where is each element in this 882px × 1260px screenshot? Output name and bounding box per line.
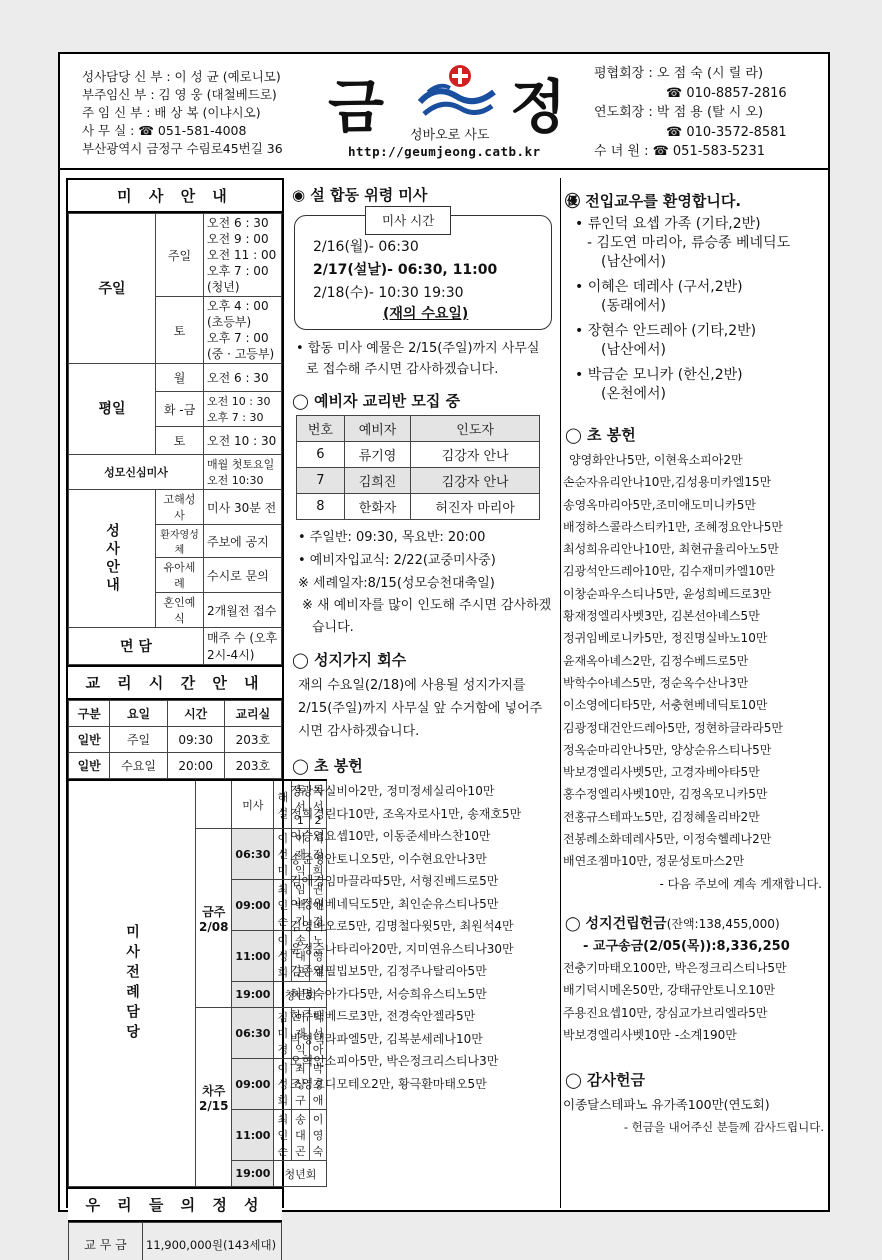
building-fund-balance: (잔액:138,455,000) bbox=[666, 916, 780, 931]
weekday-time: 오전 10 : 30 오후 7 : 30 bbox=[204, 392, 282, 427]
duty-cell: 박서아 bbox=[309, 1008, 327, 1059]
candle-line: 김광정대건안드레아5만, 정현하글라라5만 bbox=[563, 720, 783, 735]
candle-line: 이창순파우스티나5만, 윤성희베드로3만 bbox=[563, 586, 772, 601]
welcome-sub: (온천에서) bbox=[601, 386, 667, 402]
candle-line: 정광자실비아2만, 정미정세실리아10만 bbox=[290, 784, 495, 798]
duty-cell: 이선미 bbox=[274, 829, 292, 880]
duty-header: 독서2 bbox=[309, 780, 327, 829]
catechumen-note: • 예비자입교식: 2/22(교중미사중) bbox=[298, 553, 496, 568]
candle-line: 이승엽요셉10만, 이동준세바스찬10만 bbox=[290, 829, 491, 843]
website-link[interactable]: http://geumjeong.catb.kr bbox=[348, 144, 541, 159]
catechumen-note: ※ 세례일자:8/15(성모승천대축일) bbox=[298, 576, 495, 591]
sunday-group: 주일 bbox=[69, 214, 156, 364]
duty-cell: 최인순 bbox=[274, 1110, 292, 1161]
catechism-header: 교리실 bbox=[224, 701, 281, 727]
diagonal-cell bbox=[196, 780, 232, 829]
saturday-label: 토 bbox=[156, 297, 204, 364]
building-fund-list bbox=[561, 957, 828, 1047]
sacrament-group: 성사안내 bbox=[69, 490, 156, 628]
mass-time: 오전 11 : 00 bbox=[207, 248, 277, 262]
catechism-cell: 203호 bbox=[224, 753, 281, 779]
duty-time: 06:30 bbox=[232, 829, 274, 880]
sacrament-value: 수시로 문의 bbox=[204, 558, 282, 593]
mass-time: 오후 7 : 00 (중 · 고등부) bbox=[207, 331, 275, 361]
mass-guide-title: 미 사 안 내 bbox=[68, 180, 282, 213]
middle-column bbox=[288, 178, 558, 1208]
mass-time: 오후 7 : 00 (청년) bbox=[207, 264, 269, 294]
meeting-label: 면 담 bbox=[69, 628, 204, 665]
duty-cell: 서정희 bbox=[309, 829, 327, 880]
donation-line: 주용진요셉10만, 장심교가브리엘라5만 bbox=[563, 1005, 768, 1020]
thanks-title: ◯ 감사헌금 bbox=[565, 1070, 645, 1089]
duty-cell: 노영재 bbox=[309, 931, 327, 982]
mass-time: 오전 9 : 00 bbox=[207, 232, 269, 246]
catechism-cell: 일반 bbox=[69, 727, 110, 753]
duty-cell: 송대곤 bbox=[292, 931, 310, 982]
candle-line: 윤정순나타리아20만, 지미연유스티나30만 bbox=[290, 941, 514, 956]
week-label: 차주 2/15 bbox=[196, 1008, 232, 1187]
welcome-item: • 박금순 모니카 (한신,2반) bbox=[575, 367, 743, 383]
candle-line: 정귀임베로니카5만, 정진명실바노10만 bbox=[563, 631, 768, 646]
candle-line: 조영호디모테오2만, 황극환마태오5만 bbox=[290, 1076, 487, 1091]
contact-line: 연도회장 : 박 점 용 (탈 시 오) bbox=[594, 105, 764, 120]
welcome-sub: - 김도연 마리아, 류승종 베네딕도 bbox=[587, 235, 791, 251]
catechism-cell: 203호 bbox=[224, 727, 281, 753]
catechism-cell: 일반 bbox=[69, 753, 110, 779]
duty-cell: 박경애 bbox=[309, 1059, 327, 1110]
candle-note: - 다음 주보에 계속 게재합니다. bbox=[659, 876, 822, 891]
catechumen-title: ◯ 예비자 교리반 모집 중 bbox=[292, 392, 461, 410]
mass-time: 오후 4 : 00 (초등부) bbox=[207, 299, 269, 329]
header bbox=[60, 54, 828, 170]
welcome-name: 박금순 모니카 (한신,2반) bbox=[587, 367, 743, 383]
parish-logo bbox=[416, 62, 498, 126]
welcome-title: 전입교우를 환영합니다. bbox=[585, 192, 742, 210]
welcome-name: 이혜은 데레사 (구서,2반) bbox=[587, 279, 743, 295]
catechumen-cell: 김희진 bbox=[344, 468, 410, 494]
sacrament-value: 2개월전 접수 bbox=[204, 593, 282, 628]
candle-line: 전홍규스테파노5만, 김정혜올리바2만 bbox=[563, 809, 760, 824]
catechumen-note: ※ 새 예비자를 많이 인도해 주시면 감사하겠습니다. bbox=[302, 598, 552, 635]
thanks-line: 이종달스테파노 유가족100만(연도회) bbox=[563, 1096, 770, 1112]
lunar-time: 2/16(월)- 06:30 bbox=[313, 239, 419, 255]
catechism-title: 교 리 시 간 안 내 bbox=[68, 665, 282, 700]
duty-cell: 이재익 bbox=[292, 829, 310, 880]
catechism-table bbox=[68, 700, 282, 779]
first-candle-title: ◯ 초 봉헌 bbox=[292, 757, 363, 775]
duty-time: 19:00 bbox=[232, 982, 274, 1008]
liturgy-group: 미사전례담당 bbox=[69, 780, 196, 1187]
lunar-note-text: 합동 미사 예물은 2/15(주일)까지 사무실로 접수해 주시면 감사하겠습니다. bbox=[306, 341, 540, 377]
lunar-time: (재의 수요일) bbox=[383, 306, 469, 322]
weekday-time: 오전 6 : 30 bbox=[204, 364, 282, 392]
lunar-time: 2/18(수)- 10:30 19:30 bbox=[313, 285, 464, 301]
catechumen-cell: 7 bbox=[297, 468, 345, 494]
clergy-line: 부주임신 부 : 김 영 웅 (대철베드로) bbox=[82, 87, 277, 102]
duty-time: 09:00 bbox=[232, 1059, 274, 1110]
candle-line: 김광석안드레아10만, 김수재미카엘10만 bbox=[563, 564, 776, 579]
duty-time: 11:00 bbox=[232, 1110, 274, 1161]
offering-title: 우 리 들 의 정 성 bbox=[68, 1187, 282, 1222]
duty-cell: 청년회 bbox=[274, 1161, 327, 1187]
offering-table bbox=[68, 1222, 282, 1260]
catechism-header: 시간 bbox=[167, 701, 224, 727]
welcome-item: • 류인덕 요셉 가족 (기타,2반) bbox=[575, 216, 761, 232]
catechism-header: 구분 bbox=[69, 701, 110, 727]
catechumen-cell: 8 bbox=[297, 494, 345, 520]
candle-line: 송준영안토니오5만, 이수현요안나3만 bbox=[290, 851, 487, 866]
offering-label: 교 무 금 bbox=[69, 1223, 143, 1260]
duty-time: 19:00 bbox=[232, 1161, 274, 1187]
candle-line: 양영화안나5만, 이현육소피아2만 bbox=[569, 453, 743, 467]
first-candle-list bbox=[288, 780, 558, 1095]
duty-cell: 임백기 bbox=[292, 880, 310, 931]
candle-line: 김애경임마끌라따5만, 서형진베드로5만 bbox=[290, 874, 499, 888]
duty-cell: 최상구 bbox=[292, 1059, 310, 1110]
building-fund-title: ◯ 성지건립헌금 bbox=[565, 915, 667, 932]
candle-line: 황재정엘리사벳3만, 김본선아녜스5만 bbox=[563, 609, 760, 624]
thanks-note: - 헌금을 내어주신 분들께 감사드립니다. bbox=[623, 1119, 824, 1134]
weekday-time: 오전 10 : 30 bbox=[204, 427, 282, 455]
candle-line: 손순자유리안나10만,김성용미카엘15만 bbox=[563, 475, 772, 490]
duty-cell: 송대곤 bbox=[292, 1110, 310, 1161]
catechumen-cell: 6 bbox=[297, 442, 345, 468]
welcome-item: • 장현수 안드레아 (기타,2반) bbox=[575, 323, 757, 339]
duty-time: 11:00 bbox=[232, 931, 274, 982]
lunar-time: 2/17(설날)- 06:30, 11:00 bbox=[313, 262, 498, 278]
candle-title: ◯ 초 봉헌 bbox=[565, 426, 636, 444]
sunday-times bbox=[204, 214, 282, 297]
meeting-value: 매주 수 (오후2시-4시) bbox=[204, 628, 282, 665]
donation-line: 배기덕시메온50만, 강태규안토니오10만 bbox=[563, 983, 776, 998]
saturday-times bbox=[204, 297, 282, 364]
sunday-label: 주일 bbox=[156, 214, 204, 297]
welcome-list bbox=[561, 215, 828, 404]
candle-list bbox=[561, 449, 828, 895]
catechumen-cell: 김강자 안나 bbox=[411, 468, 540, 494]
catechism-cell: 20:00 bbox=[167, 753, 224, 779]
candle-line: 이소영에디타5만, 서충현베네딕토10만 bbox=[563, 698, 768, 713]
catechumen-table bbox=[296, 415, 540, 520]
week-label: 금주 2/08 bbox=[196, 829, 232, 1008]
candle-line: 김영바오로5만, 김명철다윗5만, 최원석4만 bbox=[290, 919, 514, 933]
lunar-mass-title: ◉ 설 합동 위령 미사 bbox=[292, 186, 428, 204]
catechumen-cell: 허진자 마리아 bbox=[411, 494, 540, 520]
right-column bbox=[560, 178, 828, 1208]
title-left: 금 bbox=[328, 73, 385, 141]
lunar-note: • 합동 미사 예물은 2/15(주일)까지 사무실로 접수해 주시면 감사하겠습니다. bbox=[296, 341, 540, 377]
contact-line: 평협회장 : 오 점 숙 (시 릴 라) bbox=[594, 66, 764, 81]
marian-mass-label: 성모신심미사 bbox=[69, 455, 204, 490]
duty-cell: 이성희 bbox=[274, 1059, 292, 1110]
duty-cell: 권애경 bbox=[309, 880, 327, 931]
welcome-heading bbox=[565, 190, 828, 211]
catechumen-header: 인도자 bbox=[411, 416, 540, 442]
mass-time: 오전 6 : 30 bbox=[207, 216, 269, 230]
office-phone: 사 무 실 : ☎ 051-581-4008 bbox=[82, 123, 247, 138]
duty-time: 06:30 bbox=[232, 1008, 274, 1059]
clergy-info bbox=[82, 68, 283, 158]
catechism-cell: 09:30 bbox=[167, 727, 224, 753]
catechumen-note: • 주일반: 09:30, 목요반: 20:00 bbox=[298, 530, 486, 545]
address: 부산광역시 금정구 수림로45번길 36 bbox=[82, 141, 283, 156]
candle-line: 최성희유리안나10만, 최현규율리아노5만 bbox=[563, 542, 780, 557]
contact-phone: ☎ 010-3572-8581 bbox=[666, 124, 787, 140]
mass-time-box bbox=[294, 215, 552, 330]
mass-time-label: 미사 시간 bbox=[365, 206, 451, 235]
weekday-day: 토 bbox=[156, 427, 204, 455]
duty-time: 09:00 bbox=[232, 880, 274, 931]
offering-value: 11,900,000원(143세대) bbox=[143, 1223, 282, 1260]
catechumen-cell: 한화자 bbox=[344, 494, 410, 520]
sacrament-name: 고해성사 bbox=[156, 490, 204, 525]
candle-line: 오혁인소피아5만, 박은정크리스티나3만 bbox=[290, 1054, 499, 1068]
candle-line: 홍수정엘리사벳10만, 김정옥모니카5만 bbox=[563, 787, 768, 802]
candle-line: 허명숙아가다5만, 서승희유스티노5만 bbox=[290, 986, 487, 1001]
donation-line: 박보경엘리사벳10만 -소계190만 bbox=[563, 1028, 737, 1043]
catechism-cell: 주일 bbox=[110, 727, 167, 753]
candle-line: 전봉례소화데레사5만, 이정숙헬레나2만 bbox=[563, 832, 772, 847]
welcome-name: 류인덕 요셉 가족 (기타,2반) bbox=[587, 216, 761, 232]
contact-phone: ☎ 010-8857-2816 bbox=[666, 85, 787, 101]
bulletin-page bbox=[58, 52, 830, 1252]
sacrament-name: 혼인예식 bbox=[156, 593, 204, 628]
welcome-sub: (동래에서) bbox=[601, 298, 667, 314]
catechism-cell: 수요일 bbox=[110, 753, 167, 779]
sacrament-value: 주보에 공지 bbox=[204, 525, 282, 558]
candle-line: 한주택베드로3만, 전경숙안젤라5만 bbox=[290, 1009, 476, 1023]
duty-cell: 이성희 bbox=[274, 931, 292, 982]
sacrament-name: 유아세례 bbox=[156, 558, 204, 593]
contacts bbox=[594, 64, 787, 162]
catechumen-cell: 김강자 안나 bbox=[411, 442, 540, 468]
catechumen-header: 예비자 bbox=[344, 416, 410, 442]
palm-title: ◯ 성지가지 회수 bbox=[292, 651, 407, 669]
candle-line: 정희경린다10만, 조옥자로사1만, 송재호5만 bbox=[290, 806, 522, 821]
duty-cell: 최인순 bbox=[274, 880, 292, 931]
catechumen-notes bbox=[298, 526, 554, 639]
candle-line: 윤재옥아녜스2만, 김정수베드로5만 bbox=[563, 653, 749, 668]
candle-line: 송영옥마리아5만,조미애도미니카5만 bbox=[563, 497, 756, 512]
building-fund-send: - 교구송금(2/05(목)):8,336,250 bbox=[583, 938, 790, 954]
welcome-sub: (남산에서) bbox=[601, 342, 667, 358]
catholic-emblem-icon: ㊝ bbox=[565, 192, 581, 210]
donation-line: 전충기마태오100만, 박은정크리스티나5만 bbox=[563, 960, 787, 975]
duty-header: 미사 bbox=[232, 780, 274, 829]
candle-line: 이정원베네딕도5만, 최인순유스티나5만 bbox=[290, 896, 499, 911]
clergy-line: 성사담당 신 부 : 이 성 균 (예로니모) bbox=[82, 69, 281, 84]
weekday-day: 월 bbox=[156, 364, 204, 392]
clergy-line: 주 임 신 부 : 배 상 복 (이냐시오) bbox=[82, 105, 261, 120]
duty-cell: 이영숙 bbox=[309, 1110, 327, 1161]
weekday-group: 평일 bbox=[69, 364, 156, 455]
duty-cell: 김미경 bbox=[274, 1008, 292, 1059]
candle-line: 정옥순마리안나5만, 양상순유스티나5만 bbox=[563, 742, 772, 757]
mass-table bbox=[68, 213, 282, 665]
candle-line: 배연조젬마10만, 정문성토마스2만 bbox=[563, 854, 745, 869]
catechumen-cell: 류기영 bbox=[344, 442, 410, 468]
building-fund-heading bbox=[565, 913, 828, 933]
sacrament-name: 환자영성체 bbox=[156, 525, 204, 558]
duty-header: 독서1 bbox=[292, 780, 310, 829]
title-right: 정 bbox=[510, 73, 567, 141]
contact-line: 수 녀 원 : ☎ 051-583-5231 bbox=[594, 144, 766, 159]
catechism-header: 요일 bbox=[110, 701, 167, 727]
duty-cell: 이재익 bbox=[292, 1008, 310, 1059]
welcome-item: • 이혜은 데레사 (구서,2반) bbox=[575, 279, 743, 295]
sacrament-value: 미사 30분 전 bbox=[204, 490, 282, 525]
palm-text: 재의 수요일(2/18)에 사용될 성지가지를 2/15(주일)까지 사무실 앞 수거함에 넣어주시면 감사하겠습니다. bbox=[298, 678, 543, 739]
candle-line: 박보경엘리사벳5만, 고경자베아타5만 bbox=[563, 765, 760, 780]
duty-header: 해설 bbox=[274, 780, 292, 829]
duty-cell: 청년회 bbox=[274, 982, 327, 1008]
patron-saint: 성바오로 사도 bbox=[410, 128, 490, 143]
candle-line: 박학수아녜스5만, 정순옥수산나3만 bbox=[563, 675, 749, 690]
catechumen-header: 번호 bbox=[297, 416, 345, 442]
welcome-name: 장현수 안드레아 (기타,2반) bbox=[587, 323, 757, 339]
weekday-day: 화 -금 bbox=[156, 392, 204, 427]
candle-line: 김종열필빕보5만, 김정주나탈리아5만 bbox=[290, 964, 487, 978]
marian-mass-time: 매월 첫토요일 오전 10:30 bbox=[204, 455, 282, 490]
candle-line: 배정하스콜라스티카1만, 조혜정요안나5만 bbox=[563, 519, 783, 534]
welcome-sub: (남산에서) bbox=[601, 254, 667, 270]
candle-line: 박형택라파엘5만, 김복분세레나10만 bbox=[290, 1031, 483, 1046]
